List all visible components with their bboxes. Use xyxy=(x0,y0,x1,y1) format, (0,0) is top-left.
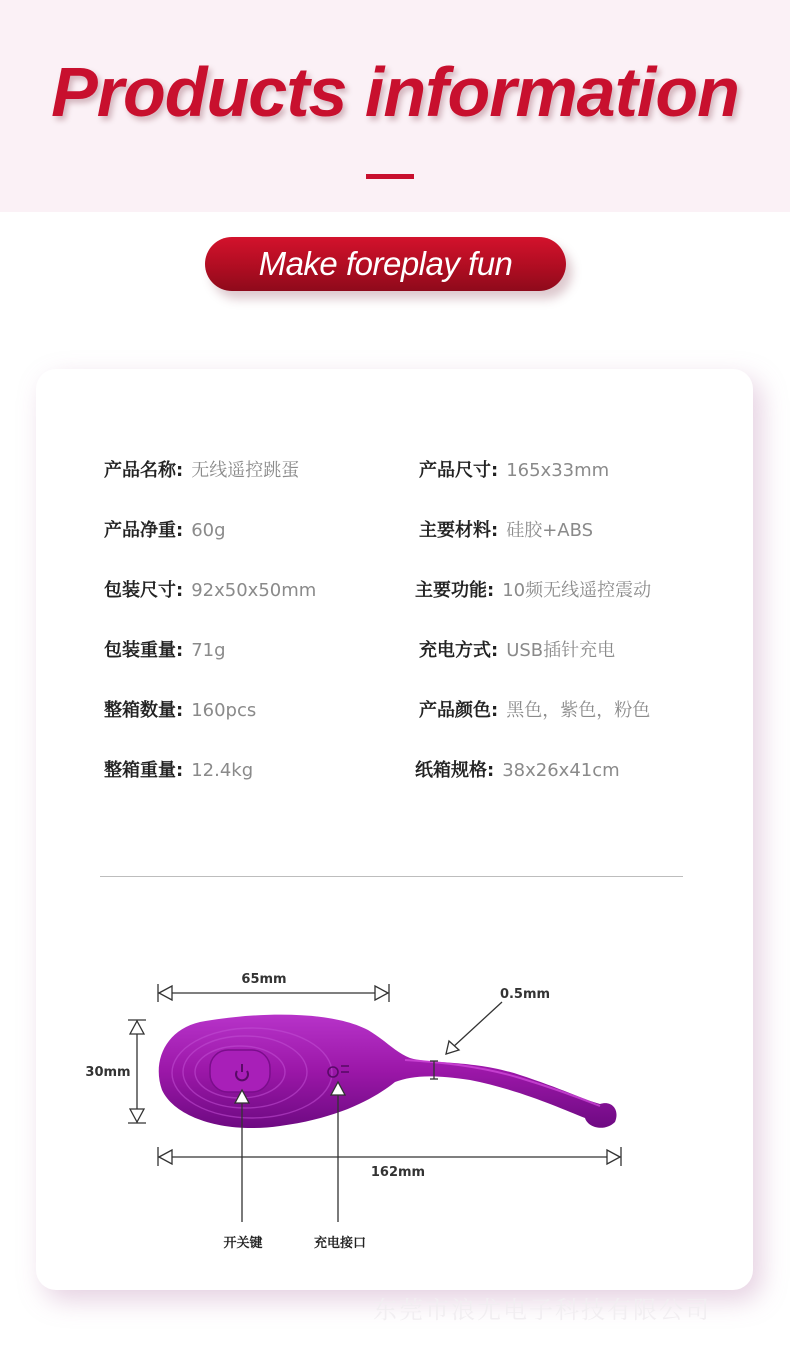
spec-value: 38x26x41cm xyxy=(502,760,620,781)
page-title: Products information xyxy=(51,53,739,131)
charge-port-label: 充电接口 xyxy=(313,1236,367,1251)
spec-value: 10频无线遥控震动 xyxy=(502,580,652,601)
spec-value: 12.4kg xyxy=(191,760,254,781)
spec-value: 71g xyxy=(191,640,226,661)
spec-key: 主要功能: xyxy=(415,580,495,601)
spec-value: 160pcs xyxy=(191,700,257,721)
spec-value: 92x50x50mm xyxy=(191,580,317,601)
spec-value: 硅胶+ABS xyxy=(506,520,594,541)
slogan-badge: Make foreplay fun xyxy=(205,237,566,291)
company-watermark: 东莞市浪尤电子科技有限公司 xyxy=(373,1296,711,1324)
spec-key: 整箱数量: xyxy=(104,700,184,721)
spec-key: 主要材料: xyxy=(419,520,499,541)
spec-key: 充电方式: xyxy=(419,640,499,661)
spec-value: 无线遥控跳蛋 xyxy=(191,460,300,481)
spec-key: 纸箱规格: xyxy=(415,760,495,781)
spec-key: 产品净重: xyxy=(104,520,184,541)
total-length-label: 162mm xyxy=(370,1165,426,1180)
spec-value: 165x33mm xyxy=(506,460,610,481)
spec-key: 包装重量: xyxy=(104,640,184,661)
spec-key: 产品尺寸: xyxy=(419,460,499,481)
height-label: 30mm xyxy=(85,1065,131,1080)
height-dimension xyxy=(128,1020,146,1123)
total-length-dimension xyxy=(158,1147,621,1166)
spec-key: 整箱重量: xyxy=(104,760,184,781)
spec-value: 黑色，紫色，粉色 xyxy=(506,700,651,721)
spec-value: USB插针充电 xyxy=(506,640,616,661)
power-key-label: 开关键 xyxy=(223,1236,263,1251)
spec-key: 产品颜色: xyxy=(419,700,499,721)
spec-key: 产品名称: xyxy=(104,460,184,481)
power-button-pad xyxy=(210,1050,270,1092)
spec-key: 包装尺寸: xyxy=(104,580,184,601)
spec-value: 60g xyxy=(191,520,226,541)
head-length-label: 65mm xyxy=(241,972,287,987)
tail-thickness-label: 0.5mm xyxy=(499,987,551,1002)
